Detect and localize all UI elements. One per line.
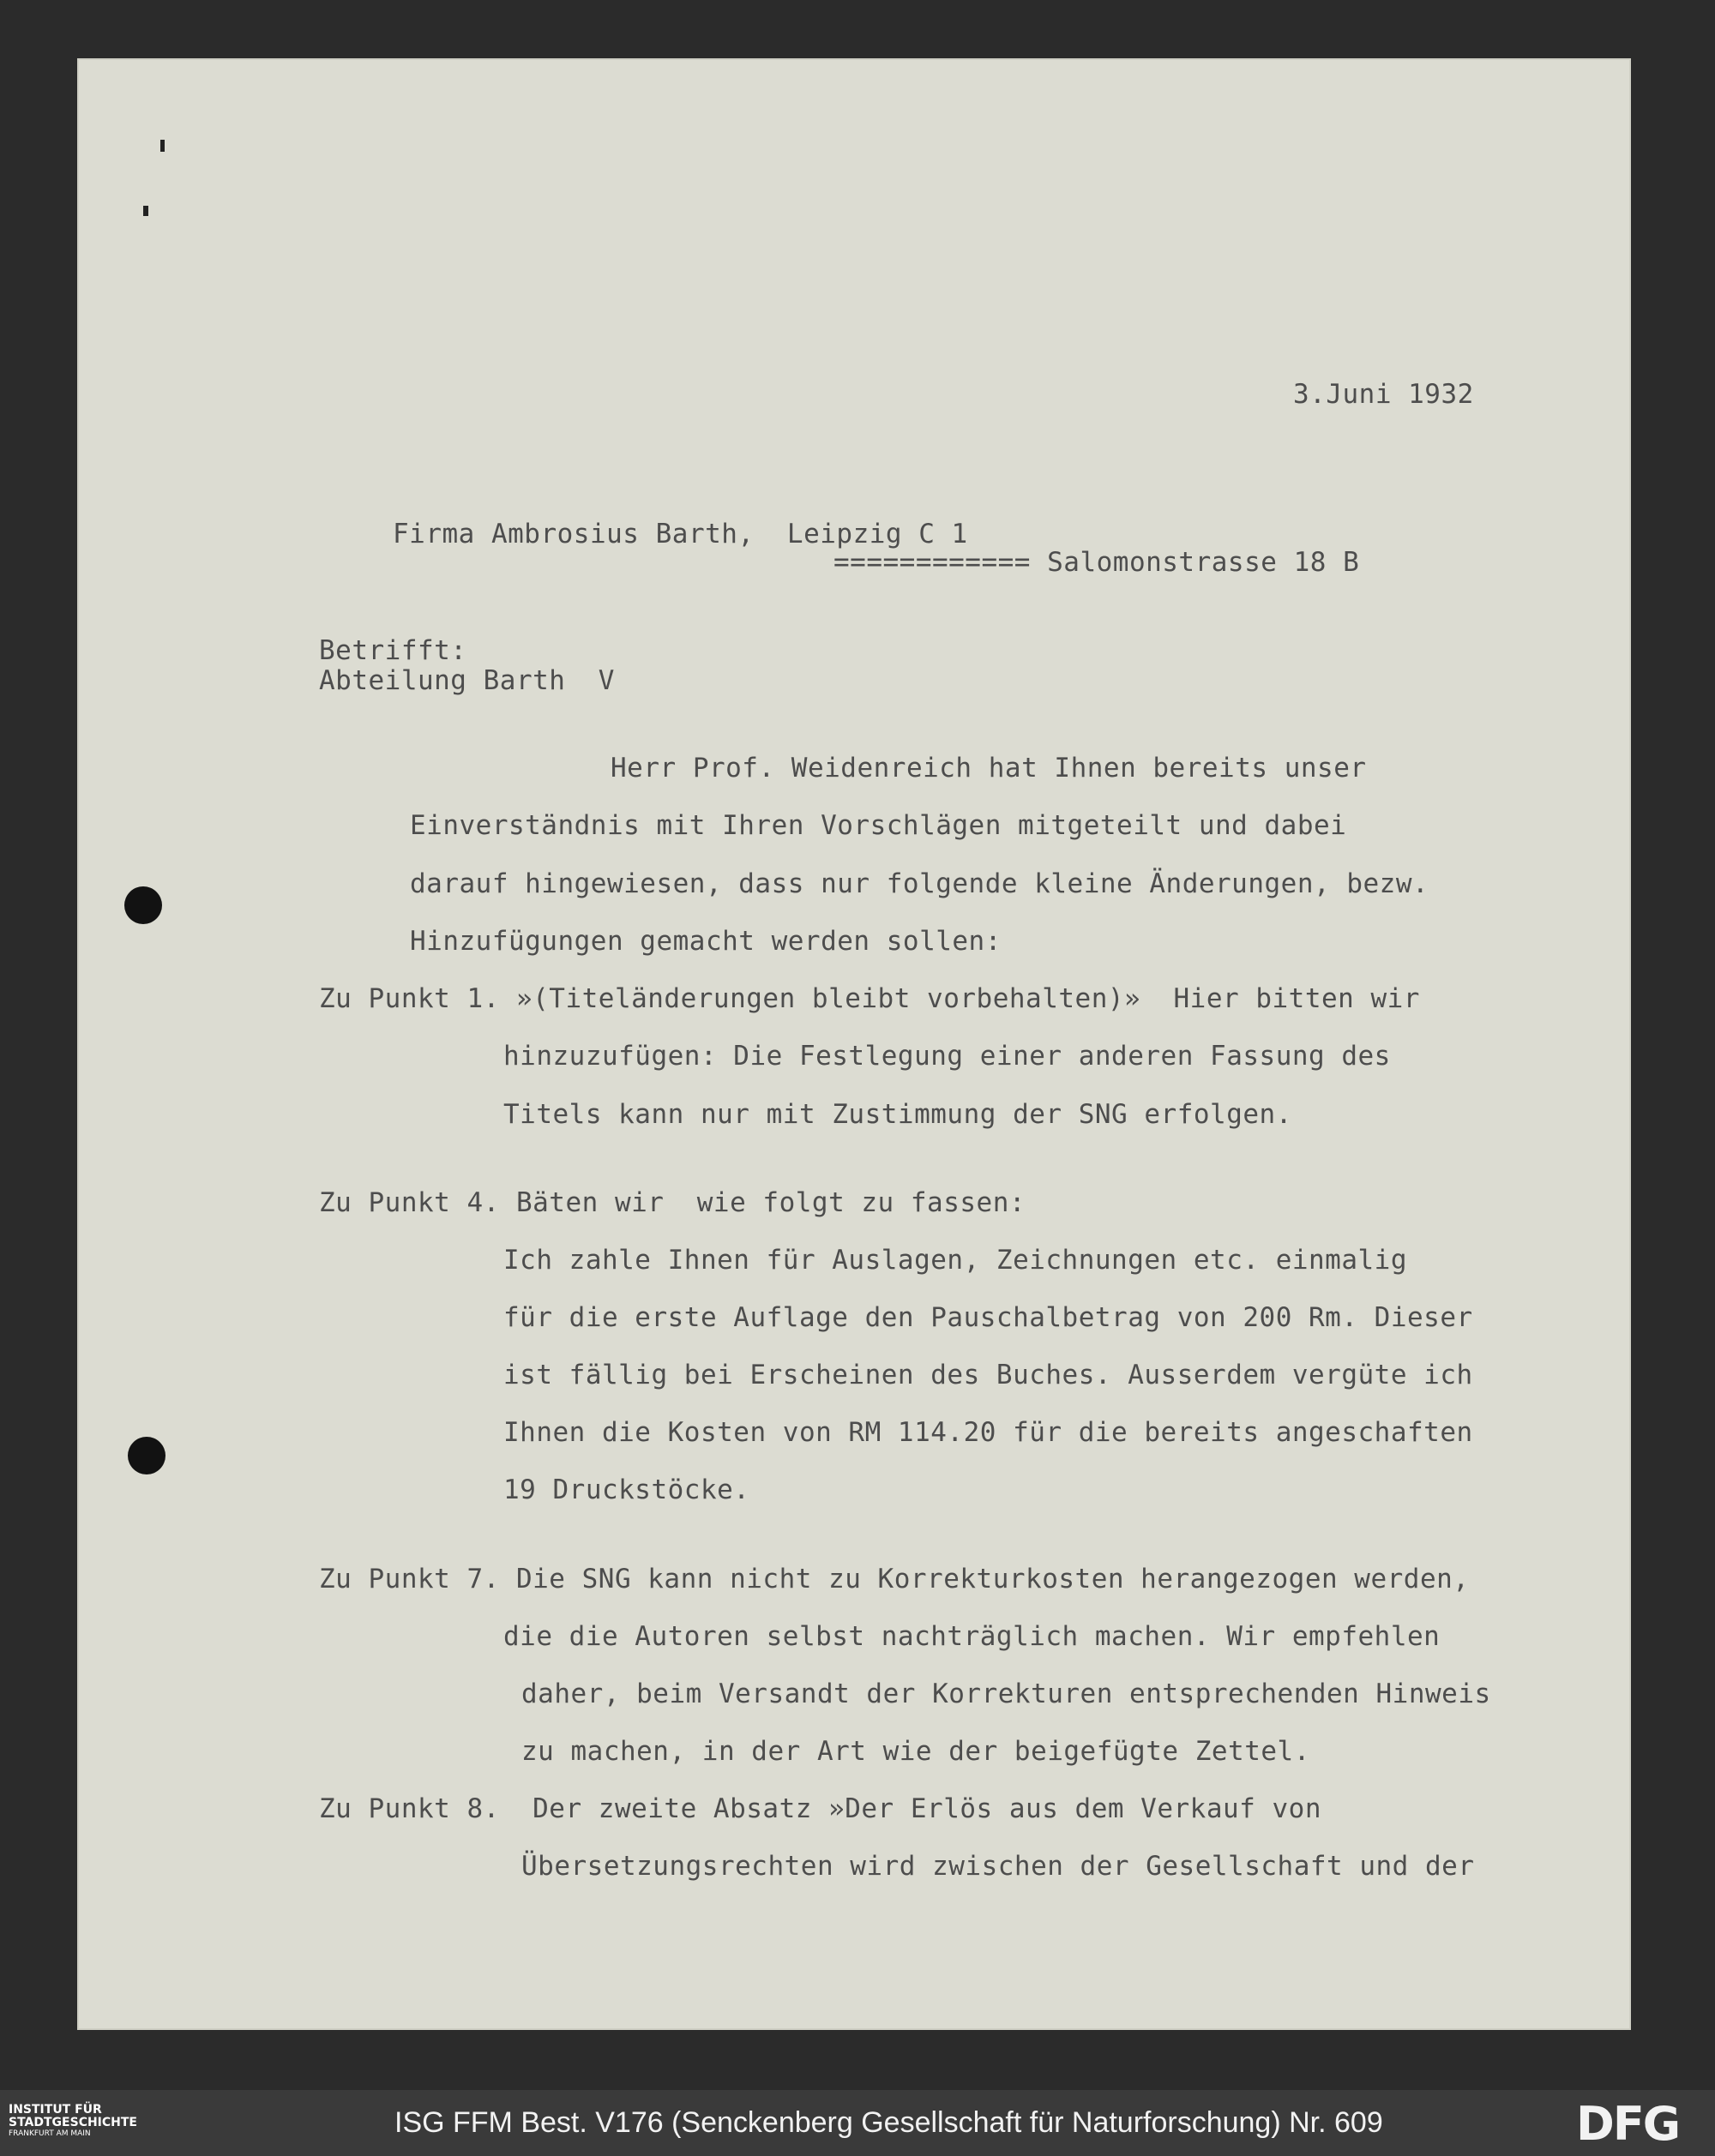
institute-logo: INSTITUT FÜR STADTGESCHICHTE FRANKFURT AM MAIN bbox=[9, 2103, 137, 2138]
point-8-heading: Zu Punkt 8. Der zweite Absatz »Der Erlös aus dem Verkauf von bbox=[319, 1793, 1321, 1824]
point-1-heading: Zu Punkt 1. »(Titeländerungen bleibt vorbehalten)» Hier bitten wir bbox=[319, 983, 1420, 1014]
body-line: Übersetzungsrechten wird zwischen der Gesellschaft und der bbox=[521, 1851, 1475, 1882]
subject-label: Betrifft: bbox=[319, 635, 467, 666]
recipient-address: ============ Salomonstrasse 18 B bbox=[833, 547, 1360, 578]
body-line: Herr Prof. Weidenreich hat Ihnen bereits unser bbox=[611, 753, 1367, 784]
punch-hole bbox=[124, 886, 162, 924]
margin-mark bbox=[160, 140, 165, 152]
recipient-line: Firma Ambrosius Barth, Leipzig C 1 bbox=[393, 519, 968, 550]
dfg-logo: DFG bbox=[1576, 2097, 1680, 2151]
point-4-heading: Zu Punkt 4. Bäten wir wie folgt zu fassen: bbox=[319, 1187, 1026, 1218]
body-line: hinzuzufügen: Die Festlegung einer anderen Fassung des bbox=[503, 1041, 1391, 1072]
archive-footer bbox=[0, 2090, 1715, 2156]
body-line: ist fällig bei Erscheinen des Buches. Ausserdem vergüte ich bbox=[503, 1360, 1473, 1390]
point-7-heading: Zu Punkt 7. Die SNG kann nicht zu Korrekturkosten herangezogen werden, bbox=[319, 1564, 1470, 1594]
body-line: Titels kann nur mit Zustimmung der SNG erfolgen. bbox=[503, 1099, 1292, 1130]
letter-date: 3.Juni 1932 bbox=[1293, 379, 1474, 410]
letter-page bbox=[77, 58, 1631, 2030]
body-line: Ich zahle Ihnen für Auslagen, Zeichnungen etc. einmalig bbox=[503, 1245, 1407, 1276]
archive-caption: ISG FFM Best. V176 (Senckenberg Gesellschaft für Naturforschung) Nr. 609 bbox=[394, 2106, 1383, 2139]
margin-mark bbox=[143, 206, 148, 216]
subject-value: Abteilung Barth V bbox=[319, 665, 615, 696]
body-line: darauf hingewiesen, dass nur folgende kleine Änderungen, bezw. bbox=[410, 868, 1429, 899]
body-line: für die erste Auflage den Pauschalbetrag von 200 Rm. Dieser bbox=[503, 1302, 1473, 1333]
body-line: 19 Druckstöcke. bbox=[503, 1474, 750, 1505]
punch-hole bbox=[128, 1437, 165, 1474]
body-line: daher, beim Versandt der Korrekturen entsprechenden Hinweis bbox=[521, 1679, 1491, 1709]
body-line: die die Autoren selbst nachträglich machen. Wir empfehlen bbox=[503, 1621, 1441, 1652]
body-line: Ihnen die Kosten von RM 114.20 für die bereits angeschaften bbox=[503, 1417, 1473, 1448]
body-line: Hinzufügungen gemacht werden sollen: bbox=[410, 926, 1002, 957]
body-line: Einverständnis mit Ihren Vorschlägen mitgeteilt und dabei bbox=[410, 810, 1347, 841]
body-line: zu machen, in der Art wie der beigefügte Zettel. bbox=[521, 1736, 1310, 1767]
